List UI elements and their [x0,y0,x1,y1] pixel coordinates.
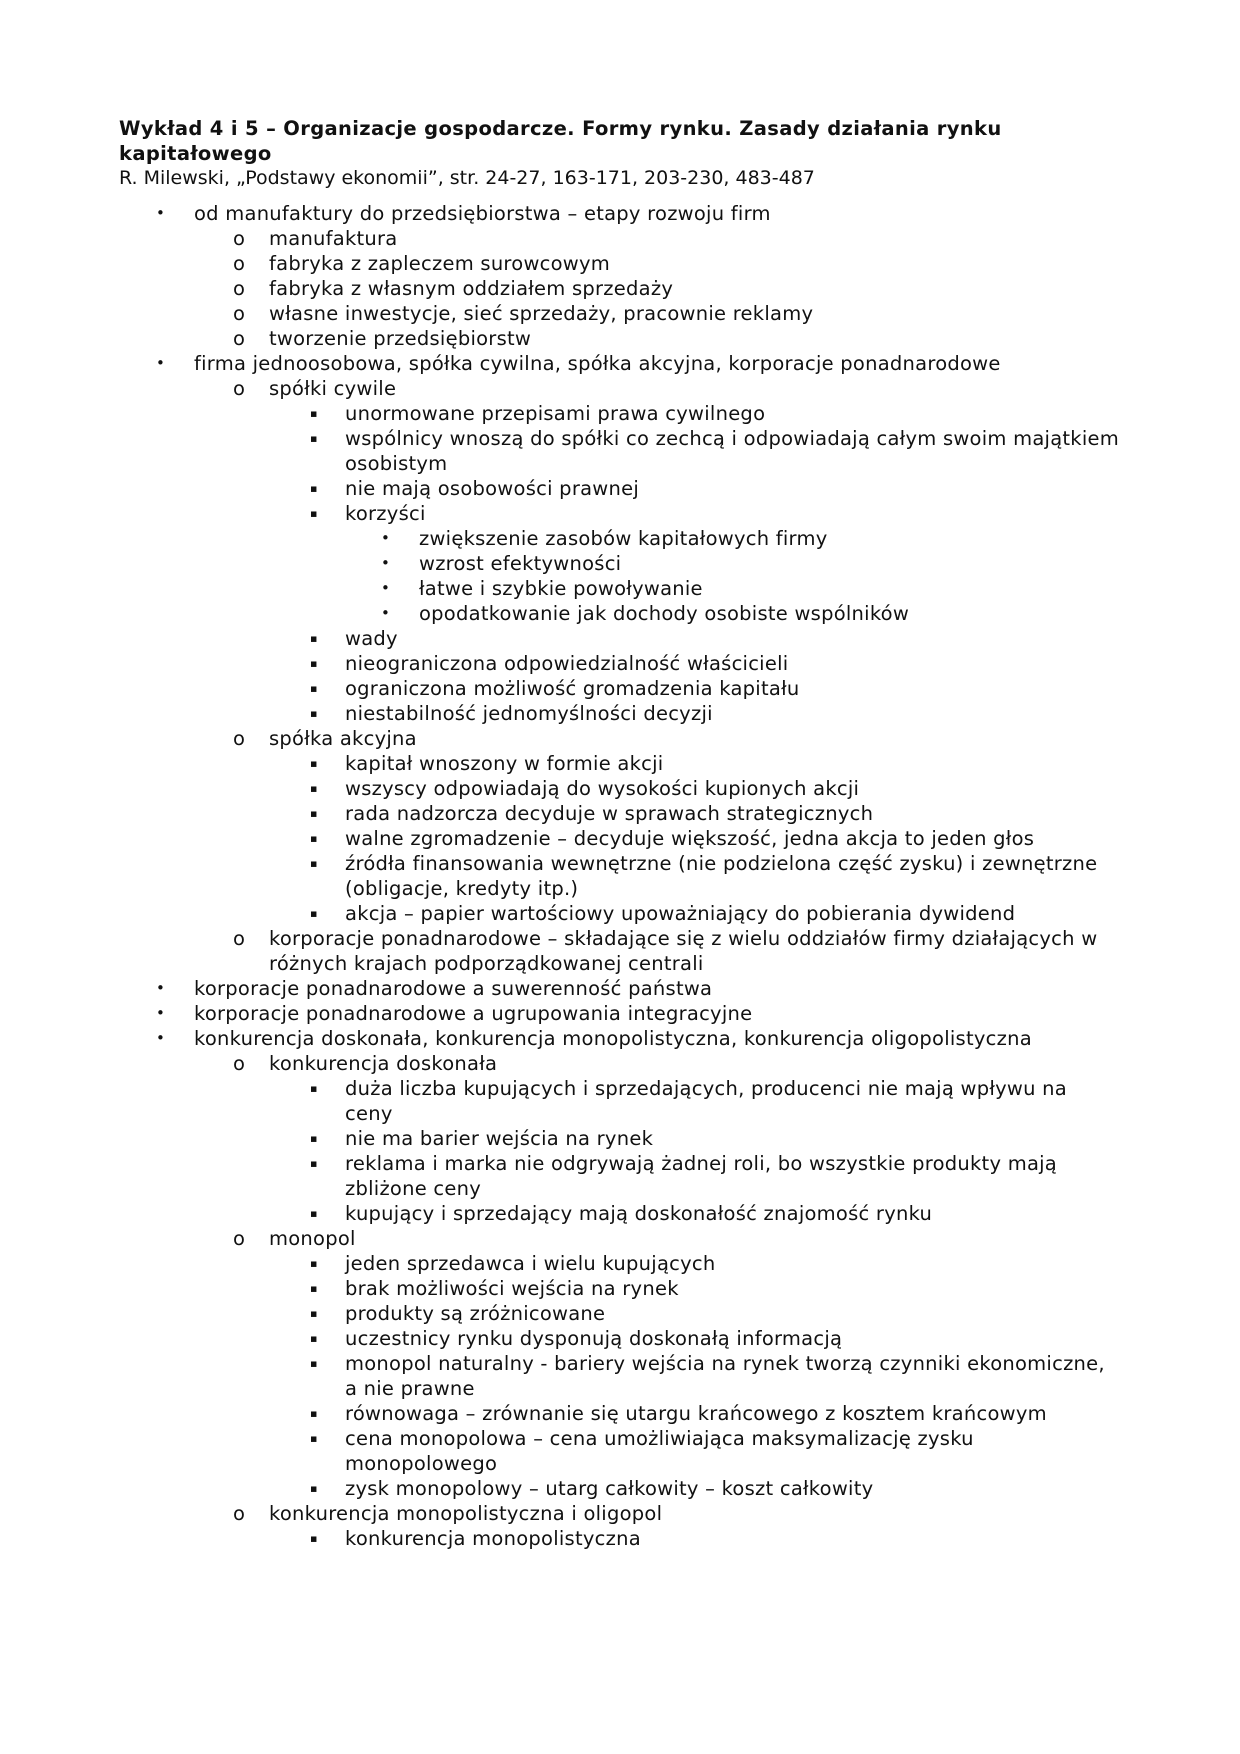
bullet-marker: ▪ [310,1132,318,1145]
bullet-marker: ▪ [310,857,318,870]
bullet-marker: o [233,1052,246,1075]
bullet-marker: • [381,554,391,572]
outline-item-text: jeden sprzedawca i wielu kupujących [345,1252,716,1275]
bullet-marker: o [233,277,246,300]
outline-item-text: duża liczba kupujących i sprzedających, producenci nie mają wpływu na ceny [345,1077,1067,1125]
outline-item-text: korporacje ponadnarodowe a ugrupowania integracyjne [194,1002,753,1025]
bullet-marker: o [233,327,246,350]
outline-item-text: kapitał wnoszony w formie akcji [345,752,664,775]
outline-item-text: fabryka z zapleczem surowcowym [269,252,611,275]
outline-item-text: nie mają osobowości prawnej [345,477,640,500]
outline-item-text: spółka akcyjna [269,727,417,750]
outline-item-level-3 [119,401,1119,426]
bullet-marker: ▪ [310,832,318,845]
outline-item-level-3 [119,651,1119,676]
outline-item-text: konkurencja monopolistyczna i oligopol [269,1502,663,1525]
outline-sublist [345,526,1119,626]
bullet-marker: ▪ [310,1432,318,1445]
bullet-marker: ▪ [310,1332,318,1345]
outline-item-level-3 [119,1126,1119,1151]
outline-item-level-3 [119,1526,1119,1551]
outline-item-text: korporacje ponadnarodowe – składające się z wielu oddziałów firmy działających w różnych krajach podporządkowanej centrali [269,927,1098,975]
outline-item-text: ograniczona możliwość gromadzenia kapitału [345,677,800,700]
bullet-marker: ▪ [310,1207,318,1220]
bullet-marker: ▪ [310,782,318,795]
bullet-marker: ▪ [310,907,318,920]
outline-item-level-2 [119,251,1119,276]
outline-sublist [269,1076,1119,1226]
outline-item-text: kupujący i sprzedający mają doskonałość znajomość rynku [345,1202,933,1225]
bullet-marker: • [381,604,391,622]
outline-item-text: zysk monopolowy – utarg całkowity – koszt całkowity [345,1477,874,1500]
bullet-marker: ▪ [310,1307,318,1320]
outline-item-text: firma jednoosobowa, spółka cywilna, spółka akcyjna, korporacje ponadnarodowe [194,352,1001,375]
outline-item-level-4 [119,551,1119,576]
outline-item-level-2 [119,926,1119,976]
outline-item-level-3 [119,901,1119,926]
outline-item-text: równowaga – zrównanie się utargu krańcowego z kosztem krańcowym [345,1402,1047,1425]
bullet-marker: ▪ [310,507,318,520]
outline-item-text: konkurencja doskonała, konkurencja monopolistyczna, konkurencja oligopolistyczna [194,1027,1032,1050]
outline-sublist [269,1526,1119,1551]
outline-item-text: niestabilność jednomyślności decyzji [345,702,713,725]
outline-item-level-3 [119,1201,1119,1226]
bullet-marker: o [233,252,246,275]
outline-item-level-2 [119,326,1119,351]
outline-sublist [194,376,1119,976]
outline-item-level-3 [119,751,1119,776]
outline-sublist [269,751,1119,926]
outline-item-text: korzyści [345,502,426,525]
outline-item-level-2 [119,1051,1119,1226]
outline-item-text: wzrost efektywności [419,552,622,575]
bullet-marker: ▪ [310,1257,318,1270]
outline-item-text: źródła finansowania wewnętrzne (nie podzielona część zysku) i zewnętrzne (obligacje, kredyty itp.) [345,852,1098,900]
outline-item-level-3 [119,1401,1119,1426]
bullet-marker: • [156,1029,166,1047]
outline-item-text: monopol naturalny - bariery wejścia na rynek tworzą czynniki ekonomiczne, a nie prawne [345,1352,1105,1400]
bullet-marker: o [233,727,246,750]
outline-item-level-3 [119,1476,1119,1501]
outline-item-level-2 [119,301,1119,326]
outline-item-level-3 [119,676,1119,701]
outline-item-level-3 [119,1276,1119,1301]
lecture-outline [119,201,1119,1551]
bullet-marker: ▪ [310,1532,318,1545]
outline-item-level-2 [119,276,1119,301]
outline-item-text: wszyscy odpowiadają do wysokości kupionych akcji [345,777,860,800]
outline-sublist [269,1251,1119,1501]
outline-item-text: cena monopolowa – cena umożliwiająca maksymalizację zysku monopolowego [345,1427,974,1475]
bullet-marker: o [233,377,246,400]
outline-item-level-3 [119,426,1119,476]
outline-item-text: unormowane przepisami prawa cywilnego [345,402,766,425]
outline-item-level-3 [119,826,1119,851]
outline-item-level-3 [119,1351,1119,1401]
outline-item-level-2 [119,226,1119,251]
outline-item-level-3 [119,1151,1119,1201]
bullet-marker: ▪ [310,1407,318,1420]
bullet-marker: ▪ [310,682,318,695]
outline-item-text: monopol [269,1227,356,1250]
outline-item-level-3 [119,501,1119,626]
bullet-marker: • [381,529,391,547]
outline-item-level-1 [119,1001,1119,1026]
outline-item-text: łatwe i szybkie powoływanie [419,577,703,600]
outline-item-text: produkty są zróżnicowane [345,1302,606,1325]
bullet-marker: ▪ [310,1482,318,1495]
bullet-marker: • [156,979,166,997]
bullet-marker: ▪ [310,807,318,820]
bullet-marker: ▪ [310,657,318,670]
bullet-marker: • [156,204,166,222]
outline-item-text: uczestnicy rynku dysponują doskonałą informacją [345,1327,843,1350]
bullet-marker: ▪ [310,482,318,495]
outline-item-level-3 [119,476,1119,501]
outline-item-level-4 [119,576,1119,601]
outline-item-level-4 [119,601,1119,626]
bullet-marker: • [381,579,391,597]
outline-item-text: wspólnicy wnoszą do spółki co zechcą i odpowiadają całym swoim majątkiem osobistym [345,427,1120,475]
outline-sublist [194,1051,1119,1551]
outline-item-level-3 [119,1251,1119,1276]
outline-item-level-1 [119,201,1119,351]
outline-item-level-1 [119,351,1119,976]
outline-item-text: manufaktura [269,227,398,250]
outline-item-level-2 [119,1226,1119,1501]
bullet-marker: • [156,354,166,372]
bullet-marker: o [233,927,246,950]
bullet-marker: o [233,1502,246,1525]
bullet-marker: • [156,1004,166,1022]
outline-item-level-3 [119,801,1119,826]
outline-item-level-3 [119,851,1119,901]
outline-item-text: walne zgromadzenie – decyduje większość, jedna akcja to jeden głos [345,827,1035,850]
bullet-marker: ▪ [310,707,318,720]
outline-item-level-1 [119,1026,1119,1551]
outline-item-text: reklama i marka nie odgrywają żadnej roli, bo wszystkie produkty mają zbliżone ceny [345,1152,1058,1200]
outline-item-text: tworzenie przedsiębiorstw [269,327,532,350]
lecture-title: Wykład 4 i 5 – Organizacje gospodarcze. Formy rynku. Zasady działania rynku kapitałowego [119,117,1002,165]
bullet-marker: ▪ [310,1082,318,1095]
outline-item-level-2 [119,726,1119,926]
outline-item-level-3 [119,1076,1119,1126]
bullet-marker: o [233,1227,246,1250]
bullet-marker: o [233,302,246,325]
outline-item-level-3 [119,701,1119,726]
outline-item-level-4 [119,526,1119,551]
outline-item-text: fabryka z własnym oddziałem sprzedaży [269,277,674,300]
outline-item-text: rada nadzorcza decyduje w sprawach strategicznych [345,802,874,825]
outline-item-level-3 [119,1301,1119,1326]
outline-item-level-2 [119,1501,1119,1551]
bullet-marker: ▪ [310,632,318,645]
bullet-marker: ▪ [310,757,318,770]
bullet-marker: o [233,227,246,250]
outline-item-text: nie ma barier wejścia na rynek [345,1127,654,1150]
outline-item-text: opodatkowanie jak dochody osobiste wspólników [419,602,910,625]
outline-item-text: własne inwestycje, sieć sprzedaży, pracownie reklamy [269,302,814,325]
bullet-marker: ▪ [310,432,318,445]
outline-item-text: konkurencja doskonała [269,1052,498,1075]
outline-item-text: korporacje ponadnarodowe a suwerenność państwa [194,977,713,1000]
outline-item-text: od manufaktury do przedsiębiorstwa – etapy rozwoju firm [194,202,771,225]
bullet-marker: ▪ [310,407,318,420]
source-reference: R. Milewski, „Podstawy ekonomii”, str. 24-27, 163-171, 203-230, 483-487 [119,167,815,189]
outline-item-level-3 [119,1426,1119,1476]
outline-item-level-3 [119,776,1119,801]
document-body [119,116,1119,1551]
outline-item-text: konkurencja monopolistyczna [345,1527,641,1550]
bullet-marker: ▪ [310,1157,318,1170]
outline-item-text: wady [345,627,398,650]
outline-item-level-1 [119,976,1119,1001]
outline-item-level-3 [119,626,1119,651]
outline-item-text: spółki cywile [269,377,397,400]
bullet-marker: ▪ [310,1282,318,1295]
outline-item-text: nieograniczona odpowiedzialność właścicieli [345,652,789,675]
bullet-marker: ▪ [310,1357,318,1370]
outline-sublist [269,401,1119,726]
outline-item-text: brak możliwości wejścia na rynek [345,1277,679,1300]
outline-item-level-3 [119,1326,1119,1351]
outline-sublist [194,226,1119,351]
outline-item-text: zwiększenie zasobów kapitałowych firmy [419,527,828,550]
outline-item-text: akcja – papier wartościowy upoważniający do pobierania dywidend [345,902,1016,925]
outline-item-level-2 [119,376,1119,726]
